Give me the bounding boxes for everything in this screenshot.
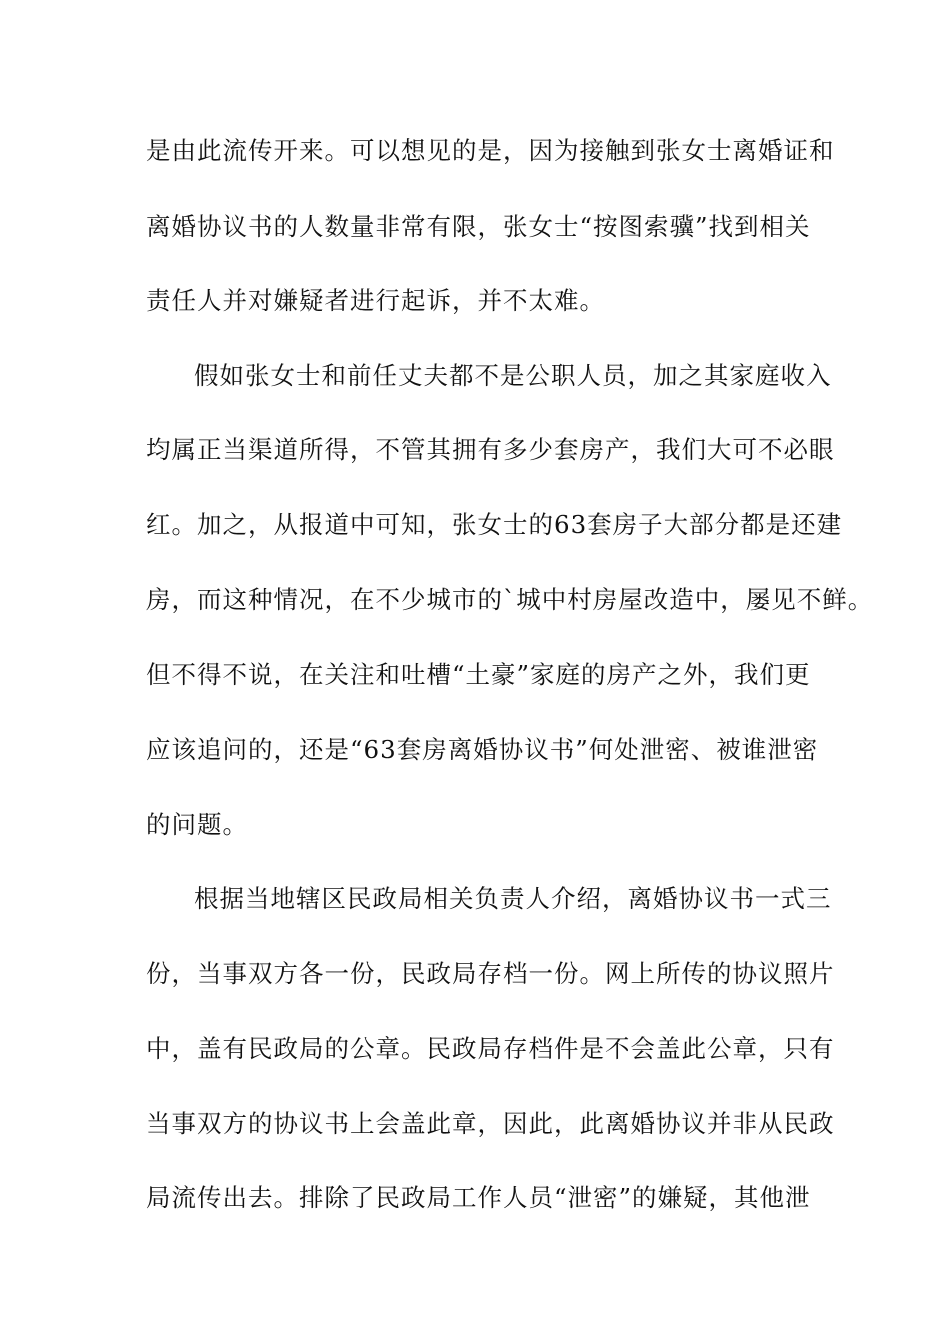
paragraph-3-line-2: 份，当事双方各一份，民政局存档一份。网上所传的协议照片 (146, 959, 835, 988)
paragraph-2-line-1: 假如张女士和前任丈夫都不是公职人员，加之其家庭收入 (194, 361, 832, 390)
paragraph-3-line-5: 局流传出去。排除了民政局工作人员“泄密”的嫌疑，其他泄 (146, 1183, 811, 1212)
paragraph-2-line-4: 房，而这种情况，在不少城市的`城中村房屋改造中，屡见不鲜。 (146, 585, 874, 614)
paragraph-2-line-6: 应该追问的，还是“63套房离婚协议书”何处泄密、被谁泄密 (146, 735, 819, 764)
paragraph-1-line-2: 离婚协议书的人数量非常有限，张女士“按图索骥”找到相关 (146, 212, 811, 241)
paragraph-3-line-1: 根据当地辖区民政局相关负责人介绍，离婚协议书一式三 (194, 884, 832, 913)
paragraph-2-line-5: 但不得不说，在关注和吐槽“土豪”家庭的房产之外，我们更 (146, 660, 811, 689)
paragraph-3-line-4: 当事双方的协议书上会盖此章，因此，此离婚协议并非从民政 (146, 1109, 835, 1138)
paragraph-2-line-2: 均属正当渠道所得，不管其拥有多少套房产，我们大可不必眼 (146, 435, 835, 464)
paragraph-2-line-7: 的问题。 (146, 810, 248, 839)
paragraph-1-line-1: 是由此流传开来。可以想见的是，因为接触到张女士离婚证和 (146, 136, 835, 165)
paragraph-2-line-3: 红。加之，从报道中可知，张女士的63套房子大部分都是还建 (146, 510, 843, 539)
paragraph-1-line-3: 责任人并对嫌疑者进行起诉，并不太难。 (146, 286, 605, 315)
paragraph-3-line-3: 中，盖有民政局的公章。民政局存档件是不会盖此公章，只有 (146, 1034, 835, 1063)
